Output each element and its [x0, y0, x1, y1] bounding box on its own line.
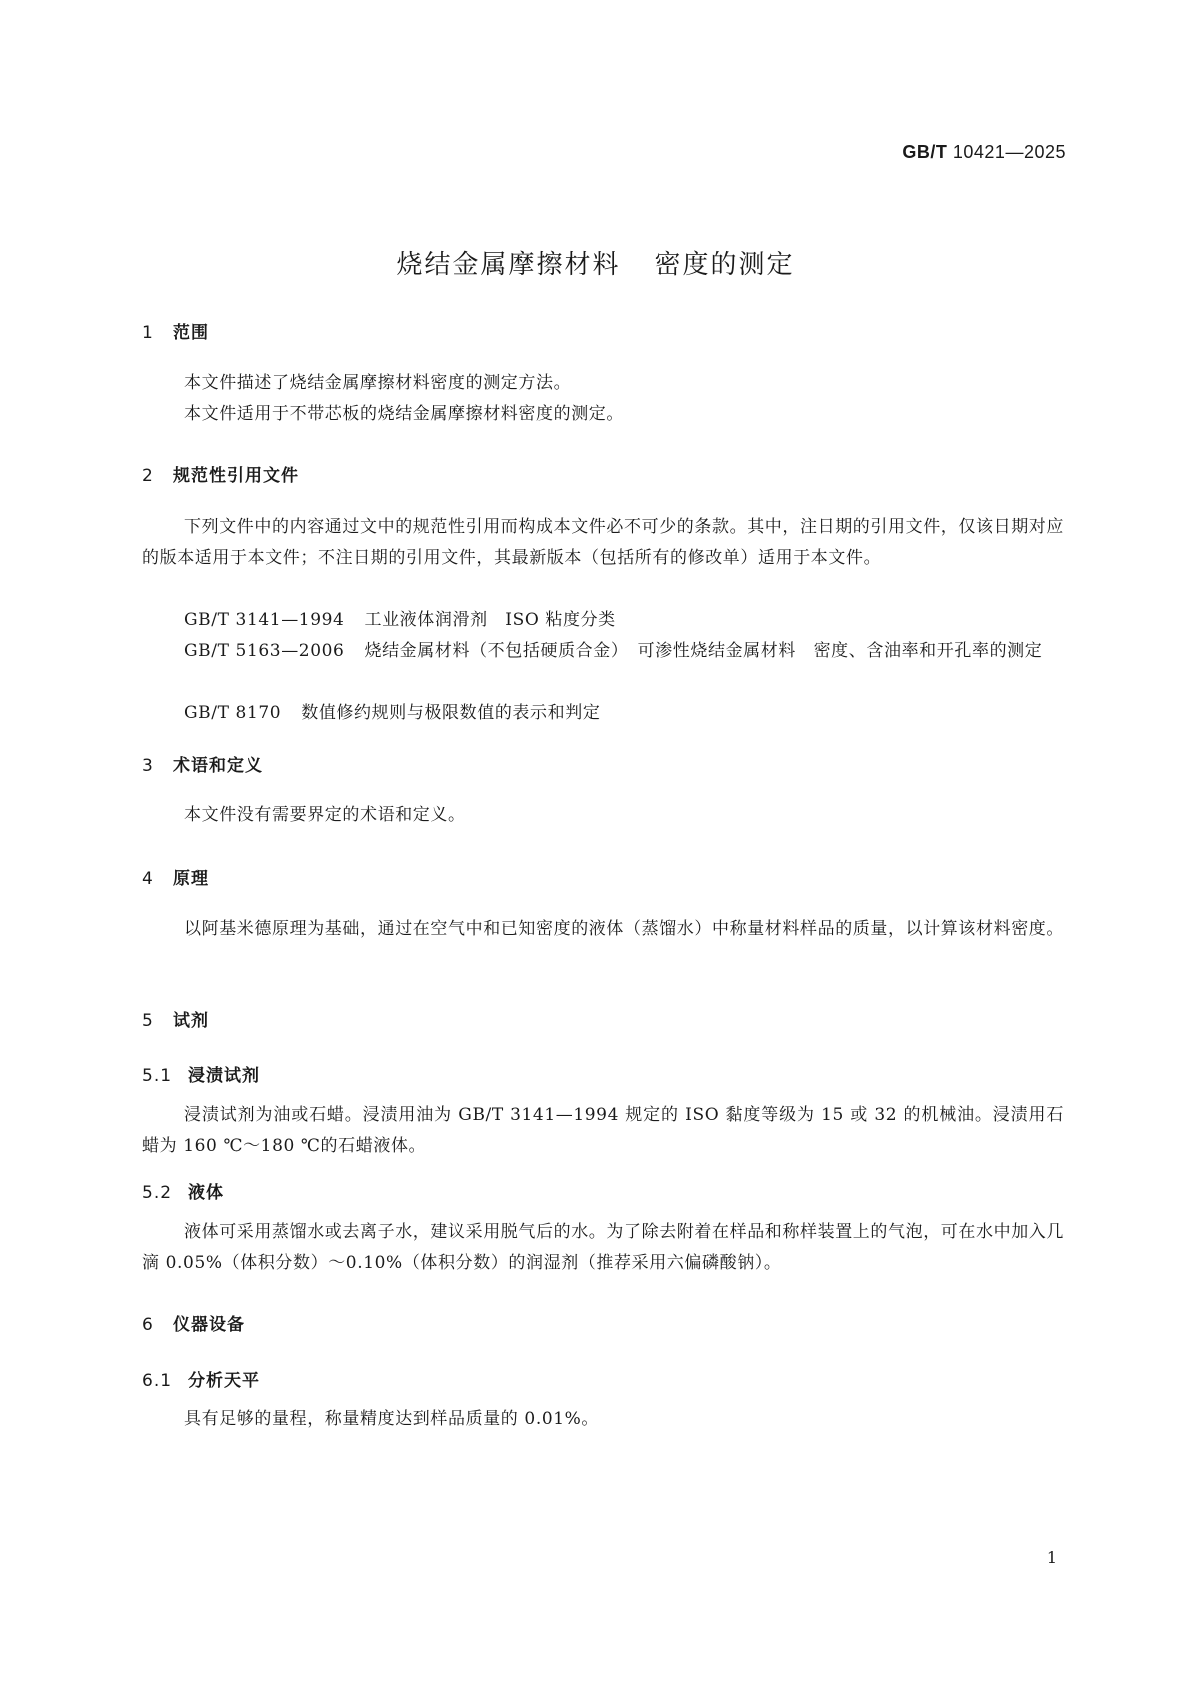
page-number: 1 [1046, 1548, 1057, 1567]
section-6-1-paragraph-1: 具有足够的量程，称量精度达到样品质量的 0.01%。 [184, 1409, 600, 1429]
reference-code: GB/T 8170 [184, 703, 282, 723]
document-title-part1: 烧结金属摩擦材料 [396, 250, 621, 280]
normative-reference-1 [184, 605, 616, 636]
section-heading-2 [142, 461, 299, 486]
reference-title: 工业液体润滑剂 ISO 粘度分类 [364, 610, 616, 630]
section-number: 5 [142, 1011, 154, 1031]
standard-code-prefix: GB/T [902, 142, 948, 162]
section-1-paragraph-2: 本文件适用于不带芯板的烧结金属摩擦材料密度的测定。 [184, 404, 624, 424]
section-heading-1 [142, 318, 209, 343]
section-number: 1 [142, 323, 154, 343]
section-number: 2 [142, 466, 154, 486]
reference-title: 烧结金属材料（不包括硬质合金） 可渗性烧结金属材料 密度、含油率和开孔率的测定 [364, 641, 1043, 661]
section-title: 试剂 [173, 1011, 209, 1031]
standard-code-number: 10421—2025 [947, 142, 1066, 162]
section-heading-6 [142, 1310, 245, 1335]
section-number: 6 [142, 1315, 154, 1335]
section-heading-5 [142, 1006, 209, 1031]
subsection-number: 5.1 [142, 1066, 173, 1086]
section-heading-4 [142, 864, 209, 889]
subsection-title: 液体 [188, 1183, 224, 1203]
document-title [0, 244, 1191, 281]
subsection-heading-5-2 [142, 1178, 224, 1203]
section-4-paragraph-1: 以阿基米德原理为基础，通过在空气中和已知密度的液体（蒸馏水）中称量材料样品的质量，以计算该材料密度。 [184, 919, 1064, 939]
normative-reference-3 [184, 698, 600, 729]
reference-code: GB/T 3141—1994 [184, 610, 345, 630]
section-title: 原理 [173, 869, 209, 889]
section-heading-3 [142, 751, 263, 776]
standard-code [902, 142, 1066, 163]
reference-code: GB/T 5163—2006 [184, 641, 345, 661]
section-3-paragraph-1: 本文件没有需要界定的术语和定义。 [184, 805, 466, 825]
section-title: 范围 [173, 323, 209, 343]
subsection-number: 6.1 [142, 1371, 173, 1391]
section-title: 术语和定义 [173, 756, 263, 776]
subsection-title: 分析天平 [188, 1371, 260, 1391]
subsection-heading-5-1 [142, 1061, 260, 1086]
subsection-title: 浸渍试剂 [188, 1066, 260, 1086]
reference-title: 数值修约规则与极限数值的表示和判定 [301, 703, 601, 723]
section-5-2-paragraph-1: 液体可采用蒸馏水或去离子水，建议采用脱气后的水。为了除去附着在样品和称样装置上的气泡，可在水中加入几滴 0.05%（体积分数）～0.10%（体积分数）的润湿剂（推荐采用六偏磷酸钠）。 [142, 1222, 1064, 1273]
section-number: 3 [142, 756, 154, 776]
section-5-1-paragraph-1: 浸渍试剂为油或石蜡。浸渍用油为 GB/T 3141—1994 规定的 ISO 黏度等级为 15 或 32 的机械油。浸渍用石蜡为 160 ℃～180 ℃的石蜡液体。 [142, 1105, 1064, 1156]
section-number: 4 [142, 869, 154, 889]
section-title: 规范性引用文件 [173, 466, 299, 486]
section-title: 仪器设备 [173, 1315, 245, 1335]
subsection-heading-6-1 [142, 1366, 260, 1391]
section-2-paragraph-1: 下列文件中的内容通过文中的规范性引用而构成本文件必不可少的条款。其中，注日期的引用文件，仅该日期对应的版本适用于本文件；不注日期的引用文件，其最新版本（包括所有的修改单）适用于本文件。 [142, 517, 1064, 568]
normative-reference-2 [142, 636, 1064, 667]
subsection-number: 5.2 [142, 1183, 173, 1203]
section-1-paragraph-1: 本文件描述了烧结金属摩擦材料密度的测定方法。 [184, 373, 572, 393]
document-title-part2: 密度的测定 [654, 250, 795, 280]
